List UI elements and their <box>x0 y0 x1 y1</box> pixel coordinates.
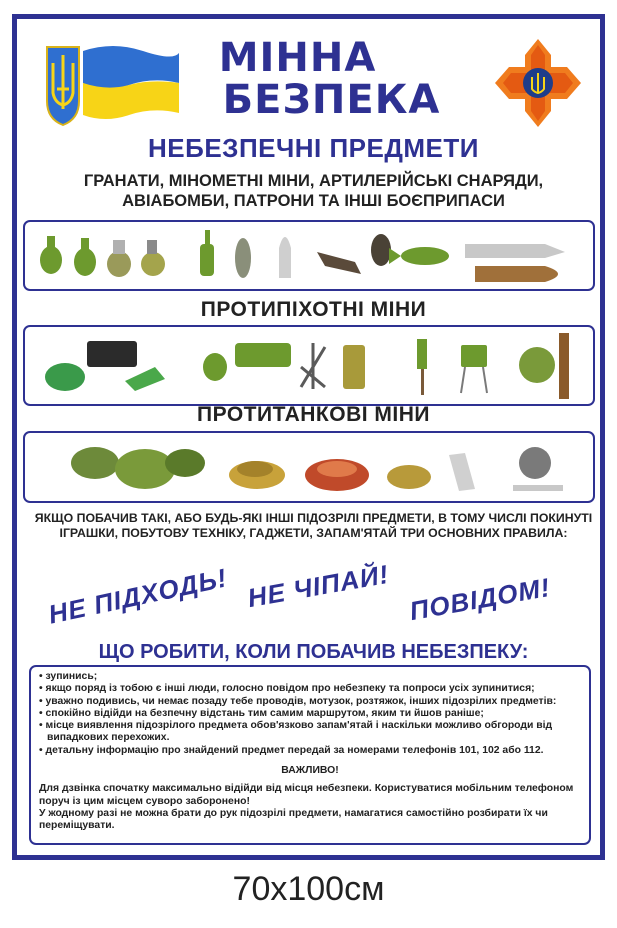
subtitle: НЕБЕЗПЕЧНІ ПРЕДМЕТИ <box>148 133 479 163</box>
important-note-phone: Для дзвінка спочатку максимально відійди від місця небезпеки. Користуватися мобільним телефоном поруч із цим місцем суворо заборонено! <box>39 783 574 807</box>
important-label: ВАЖЛИВО! <box>281 765 339 777</box>
warning-text <box>17 511 610 541</box>
section-antipersonnel-heading: ПРОТИПІХОТНІ МІНИ <box>200 298 427 321</box>
list-item: • детальну інформацію про знайдений предмет передай за номерами телефонів 101, 102 або 112. <box>39 745 581 757</box>
munitions-image-strip <box>23 220 595 291</box>
warning-line1: ЯКЩО ПОБАЧИВ ТАКІ, АБО БУДЬ-ЯКІ ІНШІ ПІДОЗРІЛІ ПРЕДМЕТИ, В ТОМУ ЧИСЛІ ПОКИНУТІ <box>34 511 593 525</box>
instructions-box <box>29 665 591 845</box>
antipersonnel-mines-image-strip <box>23 325 595 406</box>
rule-do-not-approach: НЕ ПІДХОДЬ! <box>45 562 230 630</box>
rule-report: ПОВІДОМ! <box>407 571 553 627</box>
instructions-list <box>39 671 581 757</box>
munitions-list <box>17 171 610 211</box>
warning-line2: ІГРАШКИ, ПОБУТОВУ ТЕХНІКУ, ГАДЖЕТИ, ЗАПАМ'ЯТАЙ ТРИ ОСНОВНИХ ПРАВИЛА: <box>59 526 568 540</box>
important-note-handling: У жодному разі не можна брати до рук підозрілі предмети, намагатися самостійно розбирати їх чи переміщувати. <box>39 807 548 832</box>
antitank-mines-image-strip <box>23 431 595 503</box>
dsns-emblem-icon <box>493 37 583 129</box>
munitions-line2: АВІАБОМБИ, ПАТРОНИ ТА ІНШІ БОЄПРИПАСИ <box>122 192 505 210</box>
munitions-line1: ГРАНАТИ, МІНОМЕТНІ МІНИ, АРТИЛЕРІЙСЬКІ СНАРЯДИ, <box>83 172 544 190</box>
section-antitank-heading: ПРОТИТАНКОВІ МІНИ <box>197 403 430 426</box>
instructions-heading: ЩО РОБИТИ, КОЛИ ПОБАЧИВ НЕБЕЗПЕКУ: <box>98 641 529 663</box>
poster <box>12 14 605 860</box>
size-label: 70x100см <box>232 870 385 908</box>
list-item: • спокійно відійди на безпечну відстань тим самим маршрутом, яким ти йшов раніше; <box>39 708 581 720</box>
page-title-line2: БЕЗПЕКА <box>222 77 441 123</box>
list-item: • уважно подивись, чи немає позаду тебе проводів, мотузок, розтяжок, інших підозрілих предметів: <box>39 696 581 708</box>
list-item: • зупинись; <box>39 671 581 683</box>
rule-do-not-touch: НЕ ЧІПАЙ! <box>245 558 392 614</box>
list-item: • місце виявлення підозрілого предмета обов'язково запам'ятай і наскільки можливо обгороди від випадкових перехожих. <box>39 720 581 745</box>
page-title-line1: МІННА <box>218 35 377 81</box>
list-item: • якщо поряд із тобою є інші люди, голосно повідом про небезпеку та попроси усіх зупинитися; <box>39 683 581 695</box>
